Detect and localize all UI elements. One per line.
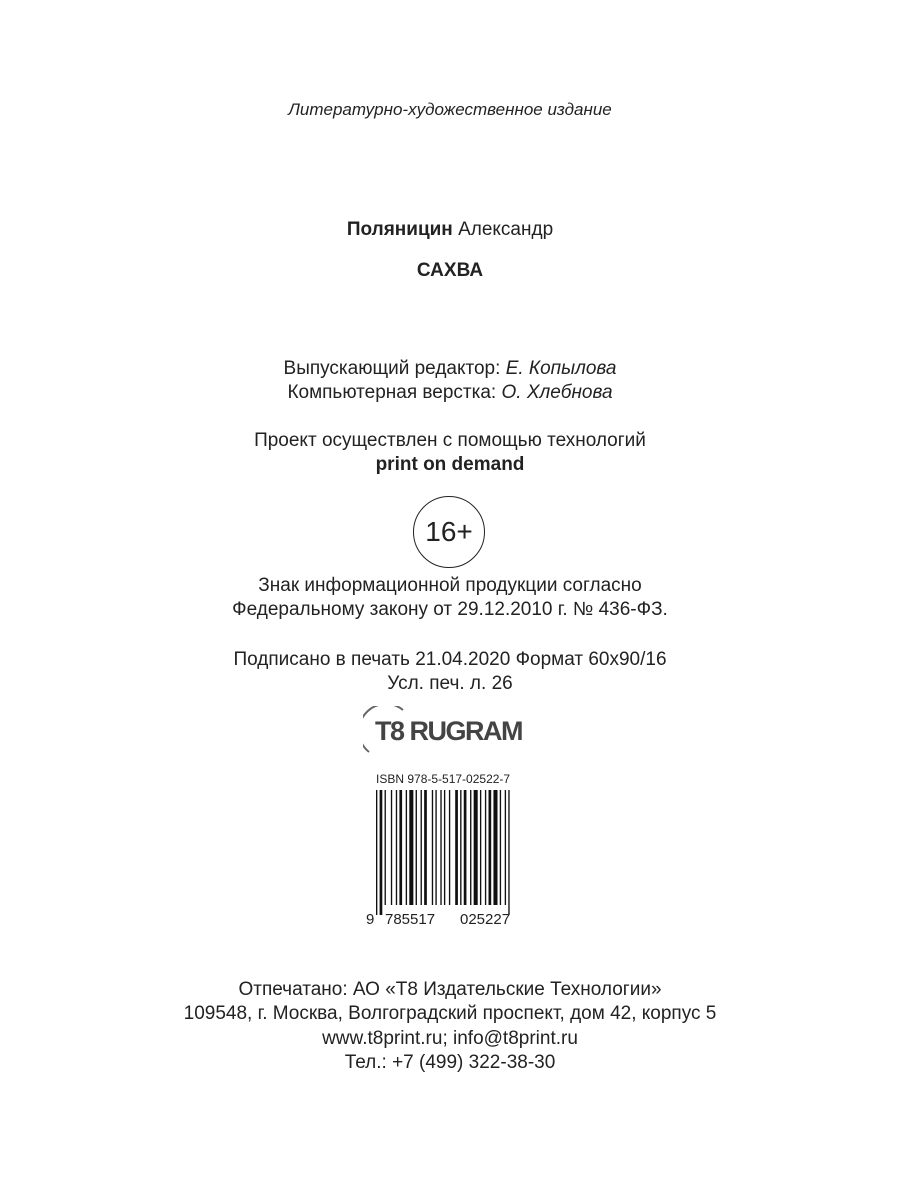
project-line2: print on demand [375,454,525,475]
barcode-bar [399,790,402,905]
barcode-bar [455,790,458,905]
logo-text: T8 RUGRAM [375,716,522,746]
barcode-digit-first: 9 [366,911,375,928]
barcode-bar [435,790,436,905]
barcode-group1: 785517 [385,911,436,928]
barcode-bar [440,790,441,905]
credit-role: Компьютерная верстка: [287,382,497,403]
barcode-bar [409,790,413,905]
credit-person: О. Хлебнова [501,382,613,403]
barcode-bar [464,790,467,905]
author-name: Александр [458,219,554,240]
barcode-bar [396,790,397,905]
barcode-bar [376,790,377,915]
author [0,218,900,242]
barcode-bar [391,790,392,905]
barcode-bar [380,790,383,915]
barcode [376,790,531,915]
print-info-line1: Подписано в печать 21.04.2020 Формат 60x90/16 [233,649,667,670]
barcode-bar [470,790,471,905]
printer-line3: www.t8print.ru; info@t8print.ru [322,1028,578,1049]
isbn-label: ISBN 978-5-517-02522-7 [376,772,511,786]
credit-role: Выпускающий редактор: [283,358,501,379]
barcode-bar [444,790,445,905]
edition-type: Литературно-художественное издание [288,100,612,119]
age-notice-line2: Федеральному закону от 29.12.2010 г. № 436-ФЗ. [232,599,668,620]
printer-line4: Тел.: +7 (499) 322-38-30 [344,1052,556,1073]
barcode-bar [416,790,417,905]
barcode-group2: 025227 [460,911,511,928]
printer-line1: Отпечатано: АО «Т8 Издательские Технологии» [238,979,662,1000]
barcode-bar [493,790,497,905]
book-title: САХВА [416,260,484,281]
barcode-bar [406,790,407,905]
barcode-bar [500,790,501,905]
barcode-bar [424,790,427,905]
author-surname: Поляницин [346,219,453,240]
barcode-bar [421,790,422,905]
barcode-bar [508,790,509,915]
printer-line2: 109548, г. Москва, Волгоградский проспект, дом 42, корпус 5 [183,1003,717,1024]
project-line1: Проект осуществлен с помощью технологий [254,430,646,451]
barcode-bar [474,790,478,905]
barcode-bar [432,790,433,905]
publisher-logo [363,706,543,756]
credit-person: Е. Копылова [505,358,617,379]
barcode-bar [485,790,486,905]
barcode-bar [460,790,461,905]
barcode-bar [480,790,481,905]
barcode-bar [505,790,506,905]
barcode-bar [385,790,386,905]
credit-editor [0,357,900,381]
print-info-line2: Усл. печ. л. 26 [387,673,513,694]
age-notice-line1: Знак информационной продукции согласно [258,575,642,596]
barcode-bar [489,790,492,905]
credit-layout [0,381,900,405]
age-rating-badge: 16+ [413,496,485,568]
barcode-bar [449,790,450,905]
